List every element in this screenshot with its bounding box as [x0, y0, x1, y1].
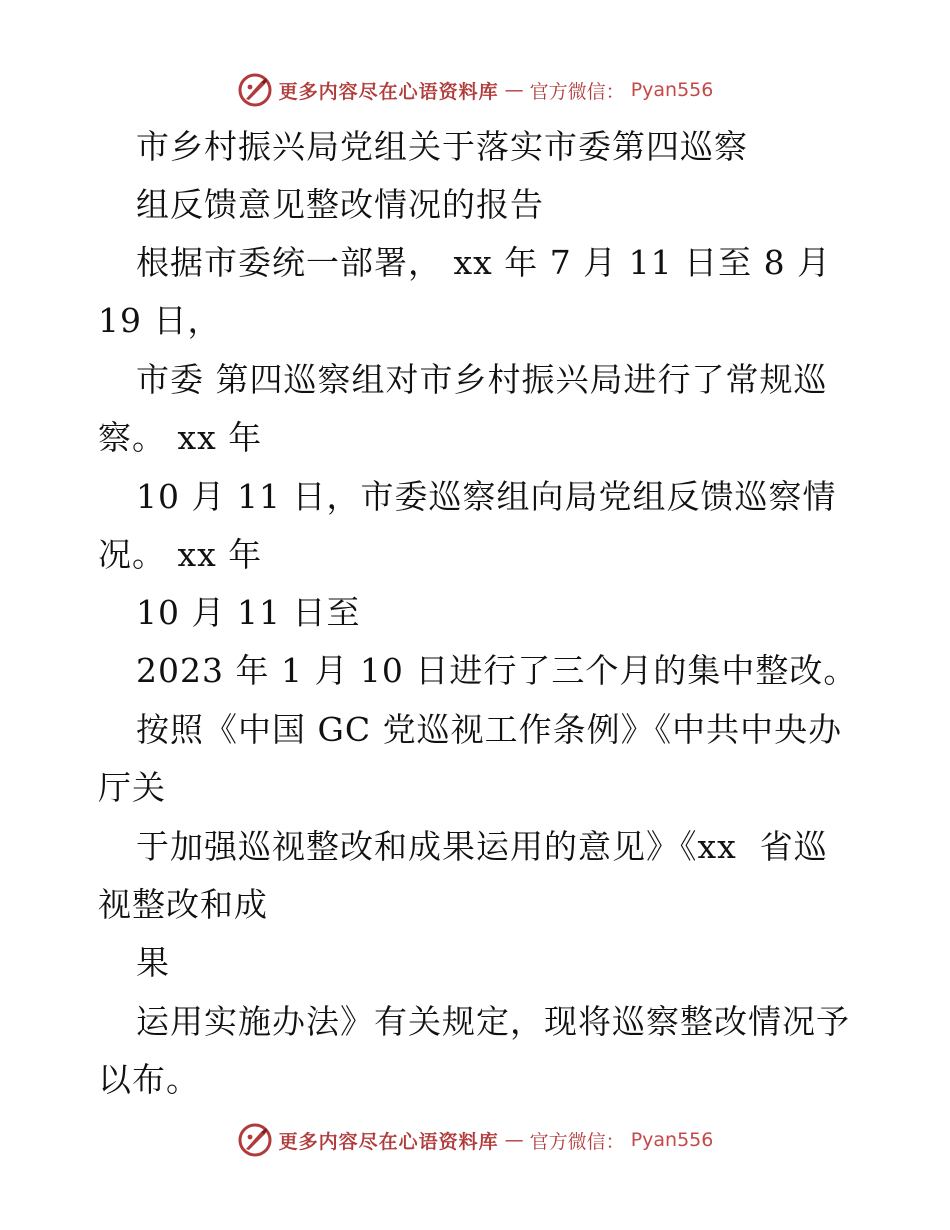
- watermark-wechat-id: Pyan556: [630, 1129, 714, 1151]
- document-title-line-2: 组反馈意见整改情况的报告: [136, 185, 544, 224]
- paragraph-line: 视整改和成: [98, 885, 268, 924]
- quill-pen-logo-icon: [237, 72, 273, 108]
- paragraph-line: 19 日，: [98, 301, 222, 340]
- watermark-header: [0, 70, 950, 110]
- paragraph-line: 以布。: [98, 1060, 200, 1099]
- quill-pen-logo-icon: [237, 1122, 273, 1158]
- watermark-wechat-label: 官方微信：: [529, 1130, 625, 1153]
- paragraph-line: 运用实施办法》有关规定，现将巡察整改情况予: [136, 1002, 850, 1041]
- paragraph-line: 10 月 11 日至: [136, 593, 361, 632]
- watermark-footer: [0, 1120, 950, 1160]
- watermark-wechat-id: Pyan556: [630, 79, 714, 101]
- paragraph-line: 察。 xx 年: [98, 418, 263, 457]
- paragraph-line: 果: [136, 943, 170, 982]
- paragraph-line: 况。 xx 年: [98, 535, 263, 574]
- paragraph-line: 于加强巡视整改和成果运用的意见》《xx 省巡: [136, 827, 828, 866]
- paragraph-line: 10 月 11 日，市委巡察组向局党组反馈巡察情: [136, 477, 837, 516]
- paragraph-line: 厅关: [98, 768, 166, 807]
- paragraph-line: 2023 年 1 月 10 日进行了三个月的集中整改。: [136, 651, 858, 690]
- watermark-main-text: 更多内容尽在心语资料库: [278, 80, 499, 103]
- watermark-separator: —: [504, 79, 524, 101]
- paragraph-line: 按照《中国 GC 党巡视工作条例》《中共中央办: [136, 710, 843, 749]
- paragraph-line: 市委 第四巡察组对市乡村振兴局进行了常规巡: [136, 360, 828, 399]
- watermark-separator: —: [504, 1129, 524, 1151]
- watermark-wechat-label: 官方微信：: [529, 80, 625, 103]
- paragraph-line: 根据市委统一部署， xx 年 7 月 11 日至 8 月: [136, 243, 832, 282]
- document-title-line-1: 市乡村振兴局党组关于落实市委第四巡察: [136, 127, 748, 166]
- watermark-main-text: 更多内容尽在心语资料库: [278, 1130, 499, 1153]
